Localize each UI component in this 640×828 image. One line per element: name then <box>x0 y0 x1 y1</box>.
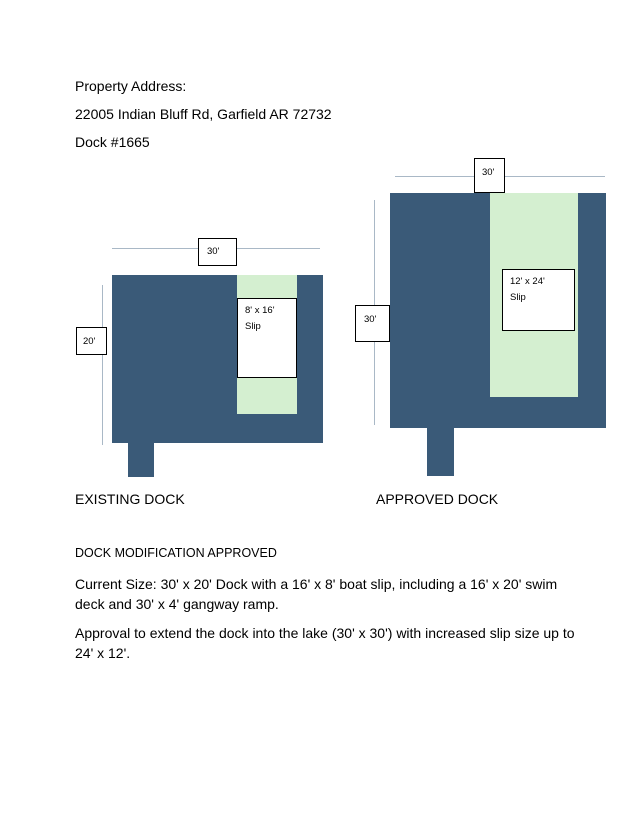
modification-heading: DOCK MODIFICATION APPROVED <box>75 546 277 560</box>
dock-number: Dock #1665 <box>75 134 150 150</box>
existing-gangway-ramp <box>128 443 154 477</box>
approved-slip-size: 12' x 24' <box>510 276 545 287</box>
approved-slip-label-box <box>502 269 575 331</box>
approved-width-label-box <box>474 158 505 193</box>
existing-slip-size: 8' x 16' <box>245 305 275 316</box>
property-address: 22005 Indian Bluff Rd, Garfield AR 72732 <box>75 106 332 122</box>
approved-gangway-ramp <box>427 428 454 476</box>
approved-depth-label-box <box>355 305 390 342</box>
existing-depth-label-box <box>76 327 107 355</box>
existing-slip-word: Slip <box>245 321 261 332</box>
approved-dock-caption: APPROVED DOCK <box>376 491 499 507</box>
approved-slip-word: Slip <box>510 292 526 303</box>
existing-dock-caption: EXISTING DOCK <box>75 491 185 507</box>
existing-width-label-box <box>198 238 237 266</box>
existing-slip-label-box <box>237 298 297 378</box>
property-address-label: Property Address: <box>75 78 187 94</box>
current-size-paragraph: Current Size: 30' x 20' Dock with a 16' x 8' boat slip, including a 16' x 20' swim deck and 30' x 4' gangway ramp. <box>75 576 558 612</box>
existing-width-label: 30' <box>207 246 220 257</box>
approval-paragraph: Approval to extend the dock into the lake (30' x 30') with increased slip size up to 24' x 12'. <box>75 625 575 661</box>
approved-width-label: 30' <box>482 167 495 178</box>
existing-depth-dimension-line <box>102 285 103 445</box>
approved-depth-label: 30' <box>364 314 377 325</box>
existing-depth-label: 20' <box>83 336 96 347</box>
